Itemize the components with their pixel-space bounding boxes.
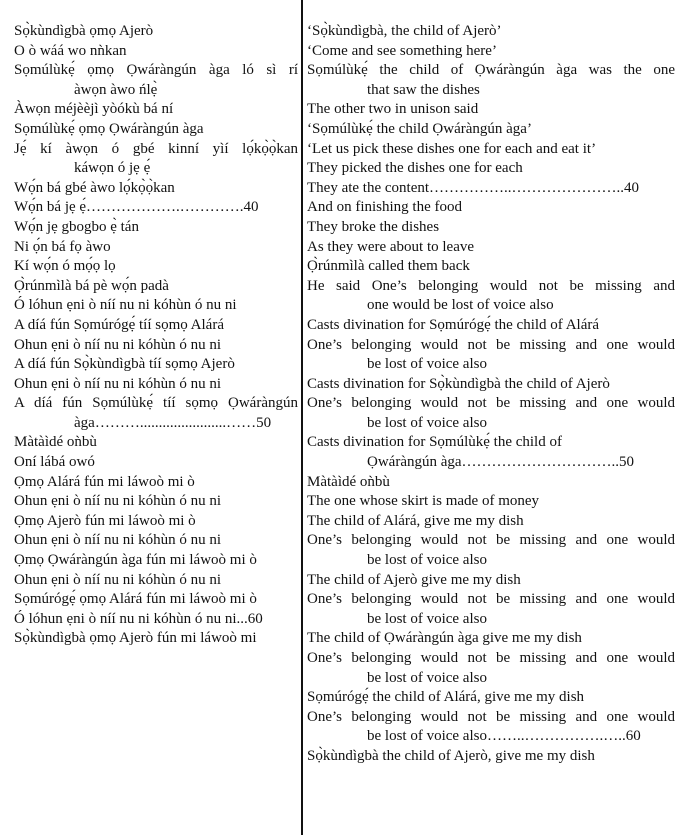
text-line: be lost of voice also	[367, 669, 487, 686]
yoruba-text-column	[14, 22, 298, 649]
text-line: They picked the dishes one for each	[307, 160, 523, 177]
text-line: that saw the dishes	[367, 81, 480, 98]
text-line: A díá fún Sọ̀kùndìgbà tíí sọmọ Ajerò	[14, 356, 235, 373]
text-line: Ó lóhun ẹni ò níí nu ni kóhùn ó nu ni	[14, 297, 237, 314]
text-line: àwọn àwo ńlẹ̀	[74, 81, 158, 98]
text-line: Oní lábá owó	[14, 454, 95, 471]
text-line: One’s belonging would not be missing and one would	[307, 591, 675, 608]
text-line: Àwọn méjèèjì yòókù bá ní	[14, 101, 174, 118]
text-line: Ọwáràngún àga…………………………..50	[367, 454, 635, 471]
text-line: Kí wọ́n ó mọ́ọ lọ	[14, 258, 116, 275]
text-line: Sọmúlùkẹ́ the child of Ọwáràngún àga was the one	[307, 62, 675, 79]
text-line: àga……….......................……50	[74, 414, 272, 431]
text-line: He said One’s belonging would not be missing and	[307, 277, 675, 294]
text-line: They ate the content……………..…………………..40	[307, 179, 640, 196]
text-line: Màtàìdé oǹbù	[307, 473, 390, 490]
text-line: be lost of voice also	[367, 610, 487, 627]
text-line: Ọmọ Ọwáràngún àga fún mi láwoò mi ò	[14, 552, 257, 569]
text-line: One’s belonging would not be missing and one would	[307, 532, 675, 549]
text-line: Ọmọ Alárá fún mi láwoò mi ò	[14, 473, 195, 490]
text-line: be lost of voice also	[367, 414, 487, 431]
column-divider	[301, 0, 303, 835]
text-line: The one whose skirt is made of money	[307, 493, 540, 510]
text-line: ‘Come and see something here’	[307, 42, 497, 59]
text-line: Ó lóhun ẹni ò níí nu ni kóhùn ó nu ni...60	[14, 610, 263, 627]
text-line: Jẹ́ kí àwọn ó gbé kinní yìí lọ́kọ̀ọ̀kan	[14, 140, 298, 157]
text-line: Sọmúrógẹ́ the child of Alárá, give me my dish	[307, 689, 585, 706]
text-line: Casts divination for Sọmúrógẹ́ the child of Alárá	[307, 316, 600, 333]
text-line: The child of Ọwáràngún àga give me my dish	[307, 630, 582, 647]
text-line: Ohun ẹni ò níí nu ni kóhùn ó nu ni	[14, 375, 222, 392]
text-line: The other two in unison said	[307, 101, 479, 118]
text-line: Sọ̀kùndìgbà ọmọ Ajerò fún mi láwoò mi	[14, 630, 257, 647]
text-line: Casts divination for Sọmúlùkẹ́ the child of	[307, 434, 562, 451]
text-line: Wọ́n bá jẹ ẹ́……………….………….40	[14, 199, 259, 216]
text-line: A díá fún Sọmúrógẹ́ tíí sọmọ Alárá	[14, 316, 224, 333]
text-line: one would be lost of voice also	[367, 297, 554, 314]
text-line: ‘Sọmúlùkẹ́ the child Ọwáràngún àga’	[307, 120, 532, 137]
text-line: ‘Let us pick these dishes one for each and eat it’	[307, 140, 597, 157]
text-line: One’s belonging would not be missing and one would	[307, 395, 675, 412]
text-line: O ò wáá wo nǹkan	[14, 42, 127, 59]
text-line: Ohun ẹni ò níí nu ni kóhùn ó nu ni	[14, 493, 222, 510]
text-line: One’s belonging would not be missing and one would	[307, 650, 675, 666]
text-line: Sọmúlùkẹ́ ọmọ Ọwáràngún àga ló sì rí	[14, 62, 298, 79]
text-line: be lost of voice also	[367, 356, 487, 373]
text-line: Ọ̀rúnmìlà called them back	[307, 258, 470, 275]
text-line: Ohun ẹni ò níí nu ni kóhùn ó nu ni	[14, 571, 222, 588]
text-line: Màtàìdé oǹbù	[14, 434, 97, 451]
text-line: Sọmúrógẹ́ ọmọ Alárá fún mi láwoò mi ò	[14, 591, 257, 608]
english-translation-column	[307, 22, 675, 767]
text-line: be lost of voice also……..…………….…..60	[367, 728, 641, 745]
text-line: One’s belonging would not be missing and one would	[307, 708, 675, 725]
text-line: They broke the dishes	[307, 218, 440, 235]
text-line: One’s belonging would not be missing and one would	[307, 336, 675, 353]
text-line: Casts divination for Sọ̀kùndìgbà the child of Ajerò	[307, 375, 610, 392]
text-line: And on finishing the food	[307, 199, 462, 216]
text-line: A díá fún Sọmúlùkẹ́ tíí sọmọ Ọwáràngún	[14, 395, 298, 412]
text-line: káwọn ó jẹ ẹ́	[74, 160, 151, 177]
text-line: Ọmọ Ajerò fún mi láwoò mi ò	[14, 512, 196, 529]
text-line: be lost of voice also	[367, 552, 487, 569]
text-line: Ọ̀rúnmìlà bá pè wọ́n padà	[14, 277, 169, 294]
text-line: The child of Ajerò give me my dish	[307, 571, 521, 588]
text-line: The child of Alárá, give me my dish	[307, 512, 524, 529]
text-line: Ohun ẹni ò níí nu ni kóhùn ó nu ni	[14, 336, 222, 353]
text-line: Sọ̀kùndìgbà the child of Ajerò, give me my dish	[307, 747, 595, 764]
text-line: Ni ọ́n bá fọ àwo	[14, 238, 111, 255]
text-line: Sọ̀kùndìgbà ọmọ Ajerò	[14, 23, 154, 39]
text-line: Wọ́n bá gbé àwo lọ́kọ̀ọ̀kan	[14, 179, 175, 196]
text-line: As they were about to leave	[307, 238, 475, 255]
text-line: Ohun ẹni ò níí nu ni kóhùn ó nu ni	[14, 532, 222, 549]
text-line: ‘Sọ̀kùndìgbà, the child of Ajerò’	[307, 23, 502, 39]
text-line: Sọmúlùkẹ́ ọmọ Ọwáràngún àga	[14, 120, 204, 137]
text-line: Wọ́n jẹ gbogbo ẹ̀ tán	[14, 218, 139, 235]
